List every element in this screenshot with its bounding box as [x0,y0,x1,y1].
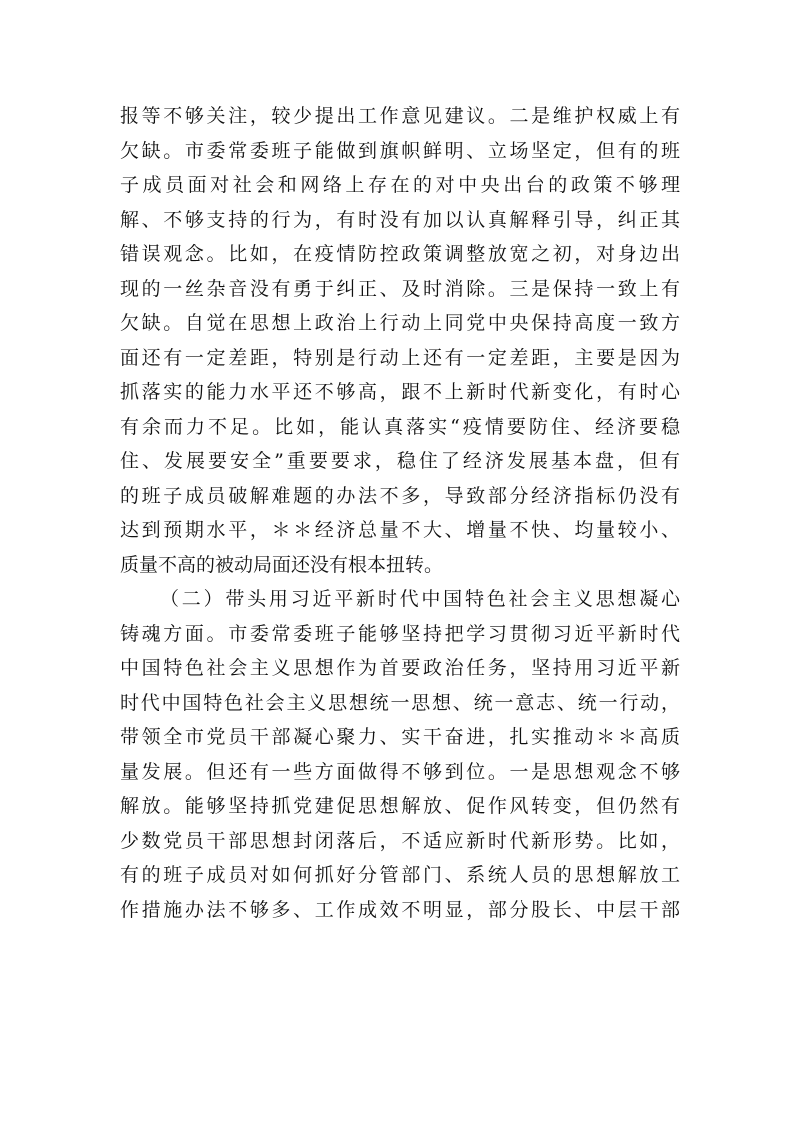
text-line: 住、发展要安全”重要要求，稳住了经济发展基本盘，但有 [120,450,680,472]
text-line: 的班子成员破解难题的办法不多，导致部分经济指标仍没有 [120,484,680,507]
text-line: 少数党员干部思想封闭落后，不适应新时代新形势。比如， [120,829,680,852]
text-line: 中国特色社会主义思想作为首要政治任务，坚持用习近平新 [120,657,680,679]
text-line: 有余而力不足。比如，能认真落实“疫情要防住、经济要稳 [120,415,680,438]
text-line: 现的一丝杂音没有勇于纠正、及时消除。三是保持一致上有 [120,277,680,300]
text-line: 欠缺。市委常委班子能做到旗帜鲜明、立场坚定，但有的班 [120,139,680,162]
text-line: 欠缺。自觉在思想上政治上行动上同党中央保持高度一致方 [120,312,680,334]
section-heading-line: （二）带头用习近平新时代中国特色社会主义思想凝心 [160,588,680,610]
text-line: 达到预期水平，＊＊经济总量不大、增量不快、均量较小、 [120,519,680,541]
text-line: 解放。能够坚持抓党建促思想解放、促作风转变，但仍然有 [120,795,680,817]
text-line: 抓落实的能力水平还不够高，跟不上新时代新变化，有时心 [120,381,680,403]
text-line: 带领全市党员干部凝心聚力、实干奋进，扎实推动＊＊高质 [120,726,680,748]
text-line: 量发展。但还有一些方面做得不够到位。一是思想观念不够 [120,760,680,783]
text-line: 子成员面对社会和网络上存在的对中央出台的政策不够理 [120,174,680,196]
text-line: 时代中国特色社会主义思想统一思想、统一意志、统一行动， [120,691,680,714]
text-line: 有的班子成员对如何抓好分管部门、系统人员的思想解放工 [120,864,680,886]
paragraph-end-line: 质量不高的被动局面还没有根本扭转。 [120,553,444,576]
text-line: 错误观念。比如，在疫情防控政策调整放宽之初，对身边出 [120,243,680,265]
text-line: 解、不够支持的行为，有时没有加以认真解释引导，纠正其 [120,208,680,231]
text-line: 报等不够关注，较少提出工作意见建议。二是维护权威上有 [120,105,680,127]
text-line: 面还有一定差距，特别是行动上还有一定差距，主要是因为 [120,346,680,369]
text-line: 铸魂方面。市委常委班子能够坚持把学习贯彻习近平新时代 [120,622,680,645]
document-body [120,99,680,927]
text-line: 作措施办法不够多、工作成效不明显，部分股长、中层干部 [120,898,680,921]
